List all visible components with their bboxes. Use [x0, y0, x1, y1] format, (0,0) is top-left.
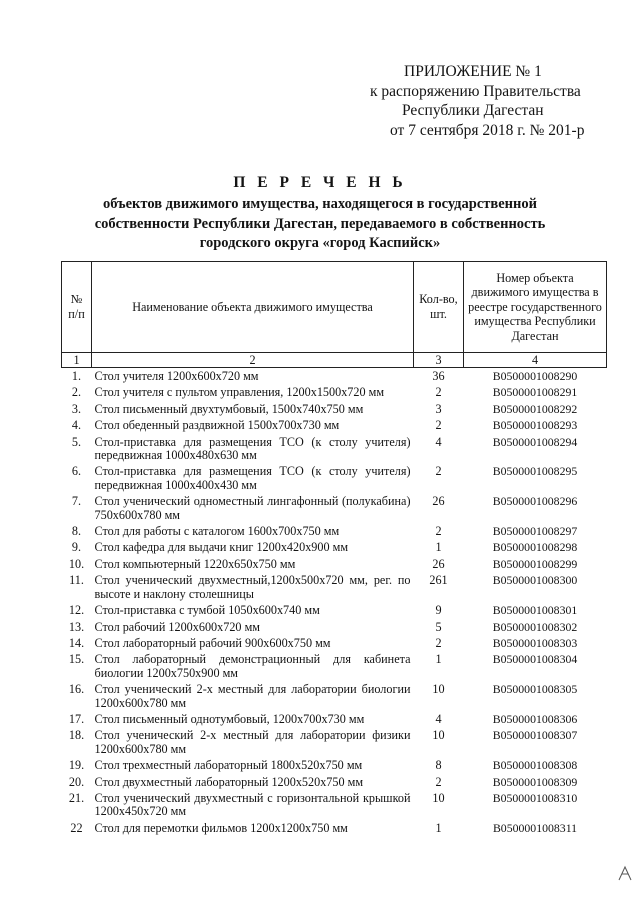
row-number: 14.: [68, 635, 85, 650]
appendix-block: [360, 62, 610, 140]
item-name: Стол учителя с пультом управления, 1200х1500х720 мм: [94, 385, 385, 400]
row-number: 16.: [68, 682, 85, 697]
header-code: Номер объекта движимого имущества в реестре государственного имущества Республики Дагестан: [464, 262, 607, 353]
item-name: Стол лабораторный рабочий 900х600х750 мм: [94, 635, 331, 650]
item-registry-number: В0500001008306: [492, 711, 578, 726]
row-number: 7.: [71, 494, 82, 509]
item-registry-number: В0500001008290: [492, 369, 578, 383]
row-number: 3.: [71, 401, 82, 416]
row-number: 17.: [68, 711, 85, 726]
table-row: [62, 493, 607, 523]
row-number: 22: [70, 820, 83, 835]
item-registry-number: В0500001008294: [492, 434, 578, 449]
item-quantity: 3: [435, 401, 442, 416]
item-name: Стол письменный однотумбовый, 1200х700х730 мм: [94, 711, 365, 726]
item-quantity: 2: [435, 524, 442, 539]
item-name: Стол трехместный лабораторный 1800х520х750 мм: [94, 758, 363, 773]
item-registry-number: В0500001008298: [492, 540, 578, 555]
subtitle-line: объектов движимого имущества, находящегося в государственной: [103, 196, 537, 212]
item-name: Стол рабочий 1200х600х720 мм: [94, 619, 260, 634]
table-row: [62, 774, 607, 790]
table-row: [62, 523, 607, 539]
item-quantity: 2: [435, 774, 442, 789]
item-quantity: 2: [435, 635, 442, 650]
item-name: Стол-приставка для размещения ТСО (к столу учителя) передвижная 1000х400х430 мм: [94, 464, 411, 492]
row-number: 18.: [68, 728, 85, 743]
heading: П Е Р Е Ч Е Н Ь: [233, 174, 407, 191]
item-quantity: 4: [435, 434, 442, 449]
row-number: 5.: [71, 434, 82, 449]
table-row: [62, 651, 607, 681]
item-registry-number: В0500001008309: [492, 774, 578, 789]
item-registry-number: В0500001008302: [492, 619, 578, 634]
item-name: Стол обеденный раздвижной 1500х700х730 мм: [94, 418, 340, 433]
item-quantity: 10: [432, 790, 445, 805]
item-registry-number: В0500001008311: [492, 820, 578, 835]
row-number: 20.: [68, 774, 85, 789]
table-row: [62, 384, 607, 400]
item-name: Стол кафедра для выдачи книг 1200х420х900 мм: [94, 540, 349, 555]
item-registry-number: В0500001008296: [492, 494, 578, 509]
item-name: Стол-приставка с тумбой 1050х600х740 мм: [94, 603, 320, 618]
item-name: Стол двухместный лабораторный 1200х520х750 мм: [94, 774, 364, 789]
table-row: [62, 434, 607, 464]
item-registry-number: В0500001008303: [492, 635, 578, 650]
property-table: [61, 261, 607, 836]
document-title: [0, 173, 640, 254]
item-registry-number: В0500001008305: [492, 682, 578, 697]
item-name: Стол для работы с каталогом 1600х700х750 мм: [94, 524, 340, 539]
item-name: Стол ученический 2-х местный для лаборатории физики 1200х600х780 мм: [94, 728, 411, 756]
table-row: [62, 820, 607, 836]
item-quantity: 26: [432, 556, 445, 571]
table-header-row: [62, 262, 607, 353]
row-number: 15.: [68, 652, 85, 667]
item-registry-number: В0500001008308: [492, 758, 578, 773]
column-number-row: [62, 353, 607, 368]
row-number: 11.: [69, 573, 84, 588]
item-quantity: 1: [435, 820, 442, 835]
appendix-republic: Республики Дагестан: [402, 102, 544, 119]
table-row: [62, 711, 607, 727]
appendix-title: ПРИЛОЖЕНИЕ № 1: [404, 63, 542, 80]
item-quantity: 1: [435, 540, 442, 555]
table-row: [62, 602, 607, 618]
item-quantity: 8: [435, 758, 442, 773]
header-qty: Кол-во, шт.: [414, 262, 464, 353]
row-number: 6.: [71, 464, 82, 479]
item-quantity: 2: [435, 385, 442, 400]
table-row: [62, 572, 607, 602]
table-row: [62, 539, 607, 555]
table-row: [62, 790, 607, 820]
row-number: 13.: [68, 619, 85, 634]
row-number: 2.: [71, 385, 82, 400]
table-row: [62, 368, 607, 385]
header-name: Наименование объекта движимого имущества: [92, 262, 414, 353]
column-number: 2: [92, 353, 414, 368]
table-row: [62, 757, 607, 773]
item-registry-number: В0500001008295: [492, 464, 578, 479]
column-number: 1: [62, 353, 92, 368]
corner-mark: [617, 864, 633, 882]
item-quantity: 36: [432, 369, 445, 383]
header-num: № п/п: [62, 262, 92, 353]
column-number: 4: [464, 353, 607, 368]
appendix-date: от 7 сентября 2018 г. № 201-р: [390, 121, 585, 139]
item-registry-number: В0500001008292: [492, 401, 578, 416]
item-name: Стол ученический двухместный,1200х500х720 мм, рег. по высоте и наклону столешницы: [94, 573, 411, 601]
item-quantity: 1: [435, 652, 442, 667]
item-registry-number: В0500001008297: [492, 524, 578, 539]
item-registry-number: В0500001008310: [492, 790, 578, 805]
table-row: [62, 463, 607, 493]
subtitle: [0, 195, 640, 254]
item-quantity: 261: [429, 573, 448, 588]
row-number: 21.: [68, 790, 85, 805]
column-number: 3: [414, 353, 464, 368]
table-row: [62, 619, 607, 635]
item-name: Стол компьютерный 1220х650х750 мм: [94, 556, 296, 571]
table-row: [62, 635, 607, 651]
row-number: 4.: [71, 418, 82, 433]
appendix-reference: к распоряжению Правительства: [370, 82, 581, 100]
table-body: [62, 368, 607, 837]
item-name: Стол учителя 1200х600х720 мм: [94, 369, 259, 383]
item-quantity: 4: [435, 711, 442, 726]
subtitle-line: собственности Республики Дагестан, передаваемого в собственность: [94, 215, 546, 232]
item-registry-number: В0500001008301: [492, 603, 578, 618]
row-number: 8.: [71, 524, 82, 539]
row-number: 12.: [68, 603, 85, 618]
item-quantity: 5: [435, 619, 442, 634]
item-registry-number: В0500001008307: [492, 728, 578, 743]
item-quantity: 10: [432, 682, 445, 697]
row-number: 10.: [68, 556, 85, 571]
item-name: Стол-приставка для размещения ТСО (к столу учителя) передвижная 1000х480х630 мм: [94, 434, 411, 463]
item-name: Стол письменный двухтумбовый, 1500х740х750 мм: [94, 401, 364, 416]
item-registry-number: В0500001008304: [492, 652, 578, 667]
table-row: [62, 556, 607, 572]
item-registry-number: В0500001008293: [492, 418, 578, 433]
table-row: [62, 727, 607, 757]
row-number: 9.: [71, 540, 82, 555]
item-quantity: 2: [435, 464, 442, 479]
item-name: Стол ученический 2-х местный для лаборатории биологии 1200х600х780 мм: [94, 682, 411, 710]
item-registry-number: В0500001008299: [492, 556, 578, 571]
item-registry-number: В0500001008291: [492, 385, 578, 400]
item-registry-number: В0500001008300: [492, 573, 578, 588]
item-quantity: 26: [432, 494, 445, 509]
item-quantity: 2: [435, 418, 442, 433]
item-name: Стол лабораторный демонстрационный для кабинета биологии 1200х750х900 мм: [94, 652, 411, 680]
table-row: [62, 681, 607, 711]
subtitle-line: городского округа «город Каспийск»: [199, 235, 441, 251]
row-number: 19.: [68, 758, 85, 773]
row-number: 1.: [71, 369, 82, 383]
table-row: [62, 401, 607, 417]
item-quantity: 9: [435, 603, 442, 618]
item-quantity: 10: [432, 728, 445, 743]
item-name: Стол ученический одноместный лингафонный (полукабина) 750х600х780 мм: [94, 494, 411, 522]
item-name: Стол ученический двухместный с горизонтальной крышкой 1200х450х720 мм: [94, 790, 411, 819]
item-name: Стол для перемотки фильмов 1200х1200х750 мм: [94, 820, 348, 835]
table-row: [62, 417, 607, 433]
